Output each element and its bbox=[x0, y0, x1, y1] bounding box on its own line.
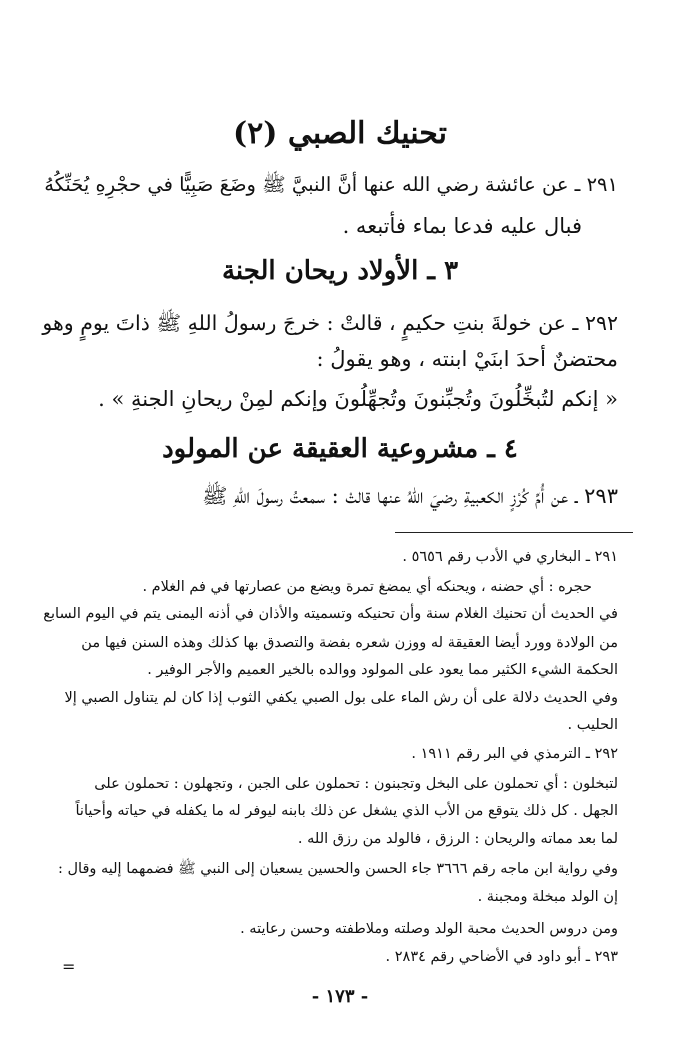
hadith-293-line-1: ٢٩٣ ـ عن أُمِّ كُرْزٍ الكعبيةِ رضيَ اللهُ عنها قالتْ : سمعتُ رسولَ اللهِ ﷺ bbox=[202, 484, 618, 508]
section-title-rayhan: ٣ ـ الأولاد ريحان الجنة bbox=[221, 256, 459, 286]
footnote-line: حجره : أي حضنه ، ويحنكه أي يمضغ تمرة ويضع من عصارتها في فم الغلام . bbox=[142, 579, 592, 595]
footnote-line: وفي الحديث دلالة على أن رش الماء على بول الصبي يكفي الثوب إذا كان لم يتناول الصبي إلا bbox=[64, 690, 618, 706]
footnote-line: الحكمة الشيء الكثير مما يعود على المولود ووالده بالخير العميم والأجر الوفير . bbox=[147, 662, 618, 678]
footnote-line: ومن دروس الحديث محبة الولد وصلته وملاطفته وحسن رعايته . bbox=[240, 921, 618, 937]
footnote-line: من الولادة وورد أيضا العقيقة له ووزن شعره بفضة والتصدق بها كذلك وهذه السنن فيها من bbox=[81, 635, 618, 651]
hadith-292-line-1: ٢٩٢ ـ عن خولةَ بنتِ حكيمٍ ، قالتْ : خرجَ رسولُ اللهِ ﷺ ذاتَ يومٍ وهو bbox=[42, 311, 618, 335]
page-number: - ١٧٣ - bbox=[311, 986, 369, 1007]
footnote-292-source: ٢٩٢ ـ الترمذي في البر رقم ١٩١١ . bbox=[411, 746, 618, 762]
footnote-291-source: ٢٩١ ـ البخاري في الأدب رقم ٥٦٥٦ . bbox=[402, 549, 618, 565]
continuation-mark: = bbox=[62, 957, 76, 976]
section-title-tahneek: تحنيك الصبي (٢) bbox=[232, 116, 448, 151]
footnote-line: لتبخلون : أي تحملون على البخل وتجبنون : تحملون على الجبن ، وتجهلون : تحملون على bbox=[94, 776, 618, 792]
footnote-separator bbox=[395, 532, 633, 533]
section-title-aqiqah: ٤ ـ مشروعية العقيقة عن المولود bbox=[162, 434, 518, 464]
hadith-292-line-2: محتضنٌ أحدَ ابنَيْ ابنته ، وهو يقولُ : bbox=[316, 347, 618, 371]
footnote-line: وفي رواية ابن ماجه رقم ٣٦٦٦ جاء الحسن والحسين يسعيان إلى النبي ﷺ فضمهما إليه وقال : bbox=[58, 861, 618, 877]
hadith-291-line-2: فبال عليه فدعا بماء فأتبعه . bbox=[342, 214, 582, 238]
footnote-293-source: ٢٩٣ ـ أبو داود في الأضاحي رقم ٢٨٣٤ . bbox=[385, 949, 618, 965]
footnote-line: الحليب . bbox=[567, 717, 618, 733]
hadith-291-line-1: ٢٩١ ـ عن عائشة رضي الله عنها أنَّ النبيَّ ﷺ وضَعَ صَبِيًّا في حجْرِهِ يُحَنِّكُهُ bbox=[44, 173, 618, 196]
hadith-292-line-3: « إنكم لتُبخِّلُونَ وتُجبِّنونَ وتُجهِّلُونَ وإنكم لمِنْ ريحانِ الجنةِ » . bbox=[98, 387, 618, 411]
footnote-line: لما بعد مماته والريحان : الرزق ، فالولد من رزق الله . bbox=[297, 831, 618, 847]
footnote-line: في الحديث أن تحنيك الغلام سنة وأن تحنيكه وتسميته والأذان في أذنه اليمنى يتم في اليوم السابع bbox=[43, 606, 618, 622]
footnote-line: إن الولد مبخلة ومجبنة . bbox=[477, 889, 618, 905]
footnote-line: الجهل . كل ذلك يتوقع من الأب الذي يشغل عن ذلك بابنه ليوفر له ما يكفله في حياته وأحياناً bbox=[75, 803, 618, 819]
